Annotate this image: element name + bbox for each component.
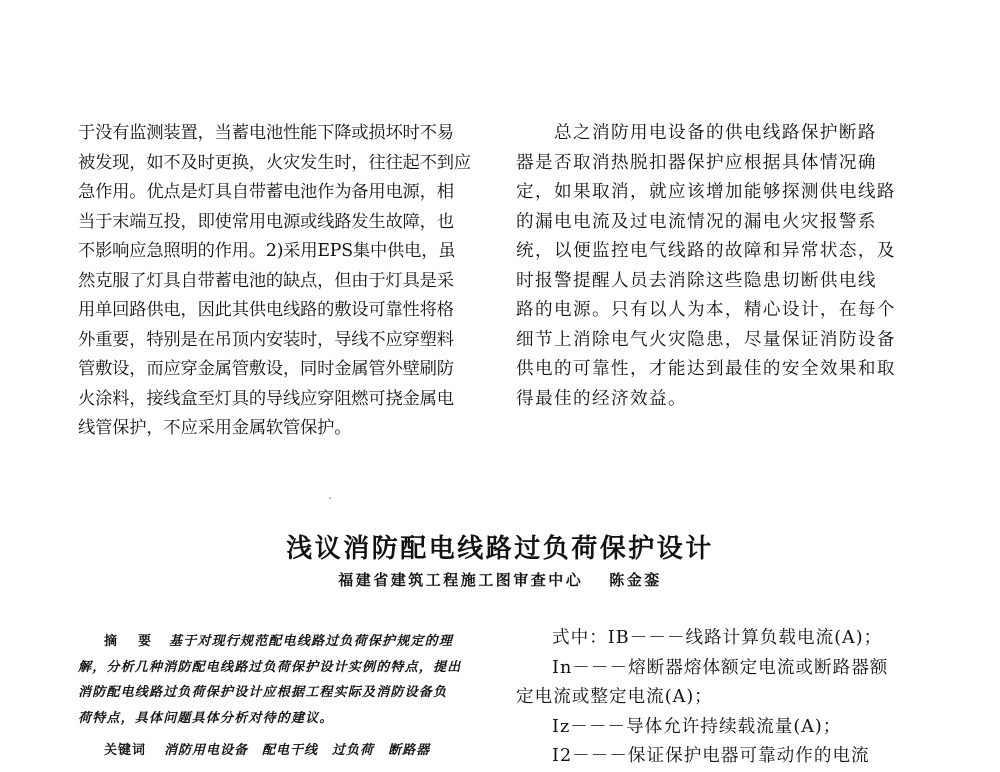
paragraph-line: 于没有监测装置，当蓄电池性能下降或损坏时不易 (78, 123, 454, 143)
paragraph-line: 火涂料，接线盒至灯具的导线应穿阻燃可挠金属电 (78, 388, 454, 409)
formula-line: Iz－－－导体允许持续载流量(A)； (552, 716, 842, 737)
formula-definitions (516, 624, 936, 772)
abstract-label: 摘 要 (104, 634, 156, 649)
author-name: 陈金銮 (609, 571, 662, 589)
paragraph-line: 不影响应急照明的作用。2)采用EPS集中供电，虽 (78, 241, 456, 261)
top-right-column (516, 119, 926, 414)
author-affiliation: 福建省建筑工程施工图审查中心 (338, 571, 584, 589)
paragraph-line: 急作用。优点是灯具自带蓄电池作为备用电源，相 (78, 182, 454, 202)
paragraph-line: 的漏电电流及过电流情况的漏电火灾报警系 (516, 211, 877, 232)
paragraph-line: 细节上消除电气火灾隐患，尽量保证消防设备 (516, 329, 896, 350)
abstract-line: 解，分析几种消防配电线路过负荷保护设计实例的特点，提出 (78, 659, 462, 675)
abstract-block (78, 629, 488, 731)
abstract-text: 基于对现行规范配电线路过负荷保护规定的理 (169, 634, 454, 649)
formula-line: 式中：IB－－－线路计算负载电流(A)； (552, 628, 883, 648)
paragraph-line: 路的电源。只有以人为本，精心设计，在每个 (516, 300, 896, 320)
paragraph-line: 时报警提醒人员去消除这些隐患切断供电线 (516, 270, 877, 291)
top-left-column (78, 119, 488, 444)
paragraph-line: 得最佳的经济效益。 (516, 388, 687, 409)
formula-line: In－－－熔断器熔体额定电流或断路器额 (552, 657, 889, 678)
keyword: 消防用电设备 (164, 743, 249, 758)
paragraph-line: 供电的可靠性，才能达到最佳的安全效果和取 (516, 359, 896, 379)
paragraph-line: 然克服了灯具自带蓄电池的缺点，但由于灯具是采 (78, 270, 454, 291)
paragraph-line: 器是否取消热脱扣器保护应根据具体情况确 (516, 152, 877, 173)
formula-line: 定电流或整定电流(A)； (516, 687, 713, 707)
abstract-line: 消防配电线路过负荷保护设计应根据工程实际及消防设备负 (78, 685, 448, 700)
keyword: 过负荷 (332, 743, 375, 758)
paragraph-line: 被发现，如不及时更换，火灾发生时，往往起不到应 (78, 152, 471, 173)
paragraph-line: 线管保护，不应采用金属软管保护。 (78, 418, 352, 438)
paragraph-line: 定，如果取消，就应该增加能够探测供电线路 (516, 182, 896, 202)
keywords-line (78, 739, 488, 758)
keyword: 配电干线 (262, 743, 319, 758)
paragraph-line: 用单回路供电，因此其供电线路的敷设可靠性将格 (78, 300, 454, 320)
article-title: 浅议消防配电线路过负荷保护设计 (286, 534, 714, 564)
paragraph-line: 总之消防用电设备的供电线路保护断路 (516, 123, 877, 143)
abstract-first-line (78, 629, 488, 655)
paragraph-line: 统，以便监控电气线路的故障和异常状态，及 (516, 241, 896, 261)
keyword: 断路器 (388, 743, 431, 758)
abstract-line: 荷特点，具体问题具体分析对待的建议。 (78, 710, 334, 726)
keywords-label: 关键词 (104, 743, 147, 758)
formula-line: I2－－－保证保护电器可靠动作的电流 (552, 746, 870, 766)
paragraph-line: 管敷设，而应穿金属管敷设，同时金属管外壁刷防 (78, 359, 454, 379)
author-line (0, 569, 1000, 590)
scan-speck (329, 497, 331, 499)
keywords-block (78, 739, 488, 758)
paragraph-line: 当于末端互投，即使常用电源或线路发生故障，也 (78, 211, 454, 232)
paragraph-line: 外重要，特别是在吊顶内安装时，导线不应穿塑料 (78, 329, 454, 350)
